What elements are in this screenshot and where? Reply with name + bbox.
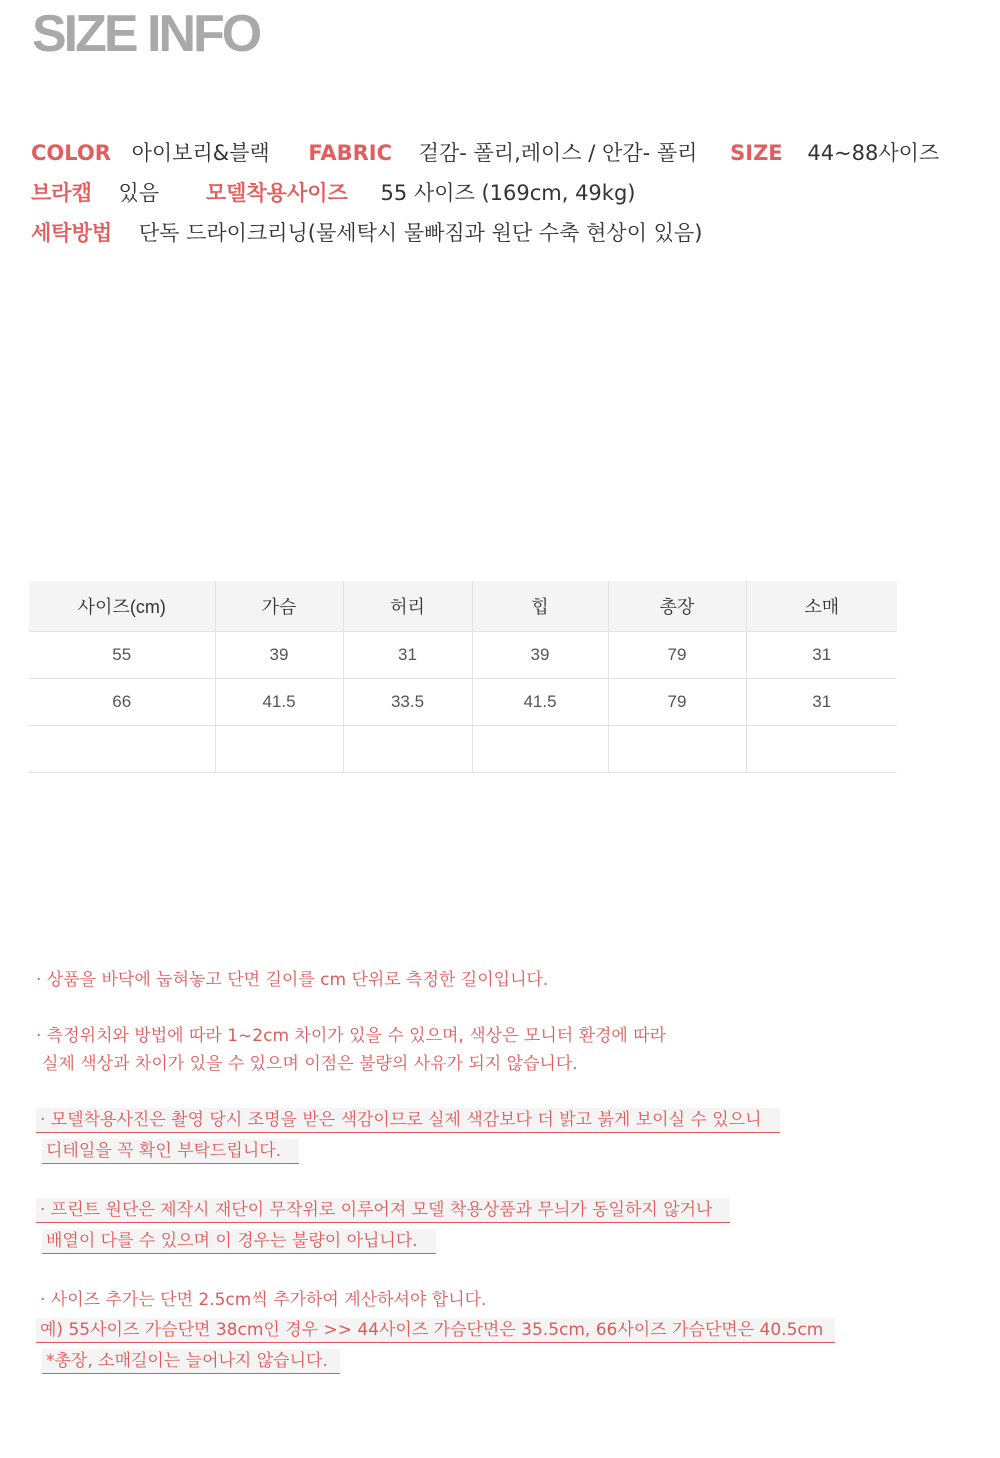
- table-cell: 79: [608, 679, 746, 726]
- note-measurement: [36, 966, 835, 994]
- table-cell: [472, 726, 608, 773]
- table-cell: 79: [608, 632, 746, 679]
- notes-section: [36, 966, 835, 1406]
- note-text: · 프린트 원단은 제작시 재단이 무작위로 이루어져 모델 착용상품과 무늬가 동일하지 않거나: [36, 1198, 730, 1223]
- header-chest: 가슴: [215, 581, 343, 632]
- note-line: · 상품을 바닥에 눕혀놓고 단면 길이를 cm 단위로 측정한 길이입니다.: [36, 970, 549, 990]
- color-value: 아이보리&블랙: [131, 141, 270, 165]
- table-cell: 39: [215, 632, 343, 679]
- note-line: · 측정위치와 방법에 따라 1~2cm 차이가 있을 수 있으며, 색상은 모니터 환경에 따라: [36, 1026, 667, 1046]
- note-line: [36, 1286, 835, 1316]
- note-text: 배열이 다를 수 있으며 이 경우는 불량이 아닙니다.: [42, 1229, 436, 1254]
- header-waist: 허리: [343, 581, 472, 632]
- size-table: [29, 581, 897, 773]
- bra-cap-label: 브라캡: [31, 181, 92, 205]
- table-row: [29, 679, 897, 726]
- table-cell: 31: [343, 632, 472, 679]
- washing-value: 단독 드라이크리닝(물세탁시 물빠짐과 원단 수축 현상이 있음): [138, 221, 703, 245]
- info-row-1: [31, 138, 939, 168]
- table-cell: 41.5: [472, 679, 608, 726]
- model-size-value: 55 사이즈 (169cm, 49kg): [380, 181, 636, 205]
- note-line: [36, 1227, 835, 1258]
- washing-label: 세탁방법: [31, 221, 113, 245]
- table-cell: [343, 726, 472, 773]
- table-cell: [746, 726, 897, 773]
- note-deviation: [36, 1022, 835, 1078]
- note-line: [36, 1196, 835, 1227]
- info-row-2: [31, 178, 635, 208]
- note-text: *총장, 소매길이는 늘어나지 않습니다.: [42, 1349, 340, 1374]
- table-cell: 41.5: [215, 679, 343, 726]
- table-cell: 66: [29, 679, 215, 726]
- bra-cap-value: 있음: [118, 181, 160, 205]
- note-line: [36, 1347, 835, 1378]
- note-photo-color: [36, 1106, 835, 1168]
- note-print-fabric: [36, 1196, 835, 1258]
- table-cell: [608, 726, 746, 773]
- header-length: 총장: [608, 581, 746, 632]
- table-cell: 55: [29, 632, 215, 679]
- table-cell: 31: [746, 679, 897, 726]
- note-text: 디테일을 꼭 확인 부탁드립니다.: [42, 1139, 299, 1164]
- table-cell: [215, 726, 343, 773]
- header-hip: 힙: [472, 581, 608, 632]
- note-text: · 모델착용사진은 촬영 당시 조명을 받은 색감이므로 실제 색감보다 더 밝고 붉게 보이실 수 있으니: [36, 1108, 780, 1133]
- table-cell: 33.5: [343, 679, 472, 726]
- table-row: [29, 726, 897, 773]
- table-cell: [29, 726, 215, 773]
- note-line: [36, 1316, 835, 1347]
- color-label: COLOR: [31, 141, 111, 165]
- table-header-row: [29, 581, 897, 632]
- model-size-label: 모델착용사이즈: [205, 181, 348, 205]
- table-row: [29, 632, 897, 679]
- table-cell: 39: [472, 632, 608, 679]
- header-size: 사이즈(cm): [29, 581, 215, 632]
- note-size-addition: [36, 1286, 835, 1378]
- header-sleeve: 소매: [746, 581, 897, 632]
- note-line: [36, 1137, 835, 1168]
- table-cell: 31: [746, 632, 897, 679]
- fabric-value: 겉감- 폴리,레이스 / 안감- 폴리: [418, 141, 698, 165]
- note-line: 실제 색상과 차이가 있을 수 있으며 이점은 불량의 사유가 되지 않습니다.: [42, 1054, 578, 1074]
- note-text: · 사이즈 추가는 단면 2.5cm씩 추가하여 계산하셔야 합니다.: [40, 1290, 487, 1310]
- page-title: SIZE INFO: [32, 5, 260, 63]
- size-label: SIZE: [730, 141, 783, 165]
- note-text: 예) 55사이즈 가슴단면 38cm인 경우 >> 44사이즈 가슴단면은 35.5cm, 66사이즈 가슴단면은 40.5cm: [36, 1318, 835, 1343]
- size-value: 44~88사이즈: [807, 141, 940, 165]
- info-row-3: [31, 218, 702, 248]
- fabric-label: FABRIC: [308, 141, 392, 165]
- note-line: [36, 1106, 835, 1137]
